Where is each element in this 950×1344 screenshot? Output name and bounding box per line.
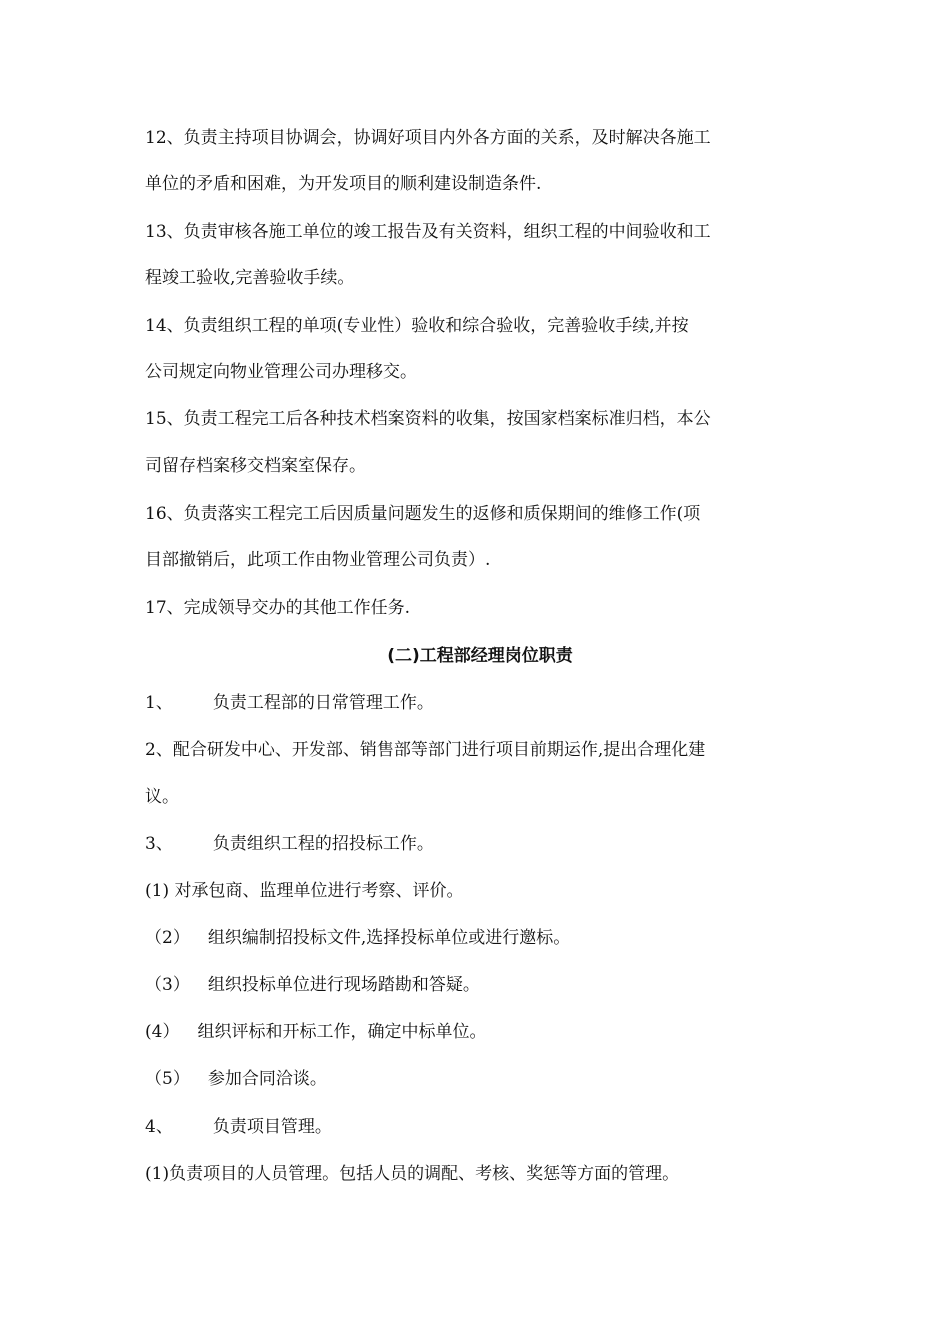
item-1-text: 负责工程部的日常管理工作。	[212, 693, 434, 713]
item-1-number: 1、	[145, 693, 173, 713]
item-2-line-2: 议。	[145, 787, 179, 807]
sub-item-2	[145, 925, 785, 951]
paragraph-12-line-1: 12、负责主持项目协调会，协调好项目内外各方面的关系，及时解决各施工	[145, 128, 711, 148]
sub-item-3-number: （3）	[145, 975, 190, 995]
paragraph-15-line-1: 15、负责工程完工后各种技术档案资料的收集，按国家档案标准归档，本公	[145, 409, 711, 429]
sub-item-6: (1)负责项目的人员管理。包括人员的调配、考核、奖惩等方面的管理。	[145, 1164, 680, 1184]
sub-item-1: (1) 对承包商、监理单位进行考察、评价。	[145, 881, 464, 901]
item-4	[145, 1114, 785, 1140]
item-3-text: 负责组织工程的招投标工作。	[212, 834, 434, 854]
sub-item-5	[145, 1066, 785, 1092]
paragraph-16-line-2: 目部撤销后，此项工作由物业管理公司负责）.	[145, 550, 491, 570]
item-4-number: 4、	[145, 1117, 173, 1137]
paragraph-14-line-2: 公司规定向物业管理公司办理移交。	[145, 362, 417, 382]
paragraph-17: 17、完成领导交办的其他工作任务.	[145, 598, 411, 618]
sub-item-4	[145, 1019, 785, 1045]
paragraph-13-line-1: 13、负责审核各施工单位的竣工报告及有关资料，组织工程的中间验收和工	[145, 222, 711, 242]
sub-item-3-text: 组织投标单位进行现场踏勘和答疑。	[207, 975, 480, 995]
sub-item-2-number: （2）	[145, 928, 190, 948]
paragraph-14-line-1: 14、负责组织工程的单项(专业性）验收和综合验收，完善验收手续,并按	[145, 316, 689, 336]
sub-item-2-text: 组织编制招投标文件,选择投标单位或进行邀标。	[207, 928, 571, 948]
sub-item-5-number: （5）	[145, 1069, 190, 1089]
sub-item-4-text: 组织评标和开标工作，确定中标单位。	[197, 1022, 487, 1042]
item-1	[145, 690, 785, 716]
sub-item-4-number: (4）	[145, 1022, 180, 1042]
item-3	[145, 831, 785, 857]
section-heading: (二)工程部经理岗位职责	[387, 646, 573, 666]
sub-item-5-text: 参加合同洽谈。	[207, 1069, 327, 1089]
paragraph-13-line-2: 程竣工验收,完善验收手续。	[145, 268, 355, 288]
item-3-number: 3、	[145, 834, 173, 854]
paragraph-15-line-2: 司留存档案移交档案室保存。	[145, 456, 366, 476]
sub-item-3	[145, 972, 785, 998]
paragraph-16-line-1: 16、负责落实工程完工后因质量问题发生的返修和质保期间的维修工作(项	[145, 504, 701, 524]
item-2-line-1: 2、配合研发中心、开发部、销售部等部门进行项目前期运作,提出合理化建	[145, 740, 706, 760]
paragraph-12-line-2: 单位的矛盾和困难，为开发项目的顺利建设制造条件.	[145, 174, 542, 194]
item-4-text: 负责项目管理。	[212, 1117, 332, 1137]
